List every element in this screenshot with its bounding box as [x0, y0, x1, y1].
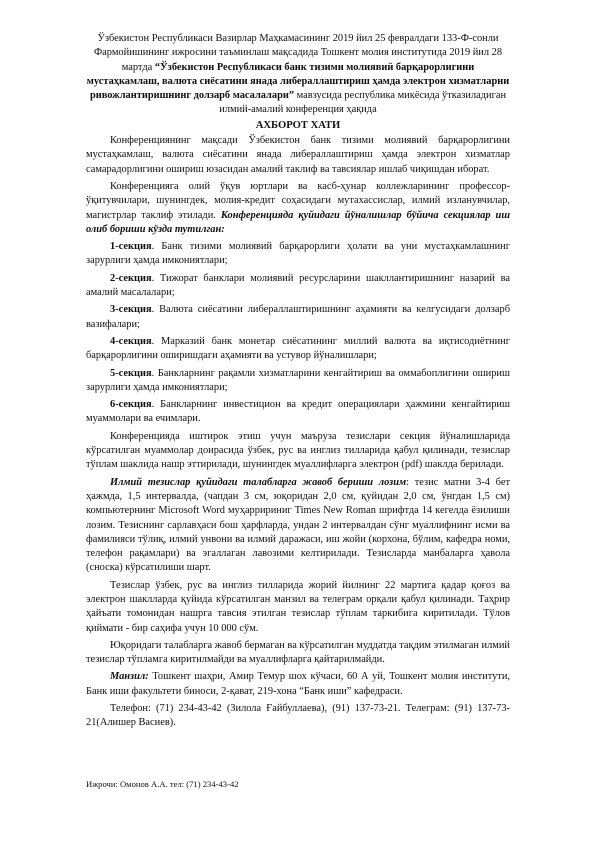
intro-line1: Ўзбекистон Республикаси Вазирлар Маҳкамасининг 2019 йил 25 февралдаги 133-Ф-сонли Фармойишининг ижросини таъминлаш мақсадида Тошкент молия институтида 2019 йил 28 мартда: [93, 33, 503, 73]
section-item: [86, 240, 510, 269]
paragraph-goal: Конференциянинг мақсади Ўзбекистон банк тизими молиявий барқарорлигини мустаҳкамлаш, валюта сиёсатини янада либераллаштириш ҳамда электрон хизматлар самарадорлигини ошириш юзасидан амалий таклиф ва тавсиялар ишлаб чиқишдан иборат.: [86, 135, 510, 175]
section-label: 2-секция: [110, 272, 152, 284]
paragraph-phone: Телефон: (71) 234-43-42 (Зилола Ғайбуллаева), (91) 137-73-21. Телеграм: (91) 137-73-21(Алишер Васиев).: [86, 703, 510, 729]
paragraph-invite: [86, 180, 510, 237]
section-text: . Тижорат банклари молиявий ресурсларини шакллантиришнинг назарий ва амалий масалалари;: [86, 272, 510, 299]
section-text: . Валюта сиёсатини либераллаштиришнинг аҳамияти ва келгусидаги долзарб вазифалари;: [86, 304, 510, 330]
letter-body: [86, 32, 510, 734]
section-label: 5-секция: [110, 367, 152, 379]
paragraph-deadline: Тезислар ўзбек, рус ва инглиз тилларида жорий йилнинг 22 мартига қадар қоғоз ва электрон шаклларда қуйида кўрсатилган манзил ва телеграм орқали қабул қилинади. Таҳрир ҳайъати томонидан нашрга тавсия этилган тезислар тўплам таркибига киритилади. Тўлов қиймати - бир саҳифа учун 10 000 сўм.: [86, 579, 510, 634]
section-text: . Марказий банк монетар сиёсатининг миллий валюта ва иқтисодиётнинг барқарорлигини оширишдаги аҳамияти ва устувор йўналишлари;: [86, 335, 510, 362]
paragraph-address: [86, 670, 510, 699]
conference-title: “Ўзбекистон Республикаси банк тизими молиявий барқарорлигини мустаҳкамлаш, валюта сиёсатини янада либераллаштириш ҳамда электрон хизматларни ривожлантиришнинг долзарб масалалари”: [86, 61, 510, 102]
page-title: АХБОРОТ ХАТИ: [255, 119, 341, 131]
paragraph-requirements: [86, 476, 510, 576]
address-text: Тошкент шаҳри, Амир Темур шох кўчаси, 60 А уй, Тошкент молия институти, Банк иши факультети биноси, 2-қават, 219-хона “Банк иши” кафедраси.: [86, 671, 510, 697]
section-label: 4-секция: [110, 335, 152, 347]
paragraph-reject: Юқоридаги талабларга жавоб бермаган ва кўрсатилган муддатда тақдим этилмаган илмий тезислар тўпламга киритилмайди ва муаллифларга қайтарилмайди.: [86, 639, 510, 666]
intro-heading: [86, 32, 510, 118]
section-text: . Банкларнинг инвестицион ва кредит операциялари ҳажмини кенгайтириш муаммолари ва ечимлари.: [86, 399, 510, 425]
paragraph-participation: Конференцияда иштирок этиш учун маъруза тезислари секция йўналишларида кўрсатилган муаммолар доирасида ўзбек, рус ва инглиз тилларида қабул қилинади, тезислар тўплам шаклида нашр эттирилади, шунингдек муаллифларга электрон (pdf) шаклда берилади.: [86, 430, 510, 471]
requirements-text: : тезис матни 3-4 бет ҳажмда, 1,5 интервалда, (чапдан 3 см, юқоридан 2,0 см, қуйидан 2,0 см, ўнгдан 1,5 см) компьютернинг Microsoft Word муҳарририниг Times New Roman шрифтда 14 кегелда ёзилиши лозим. Тезиснинг сарлавҳаси бош ҳарфларда, ундан 2 интервалдан сўнг муаллифнинг исми ва фамилияси тўлиқ, илмий унвони ва илмий даражаси, иш жойи (корхона, бўлим, кафедра номи, телефон рақамлари) ва эгаллаган лавозими келтирилади. Тезисларда манбаларга ҳавола (сноска) кўрсатилиши шарт.: [86, 476, 510, 574]
intro-line2: мавзусида республика микёсида ўтказиладиган илмий-амалий конференция ҳақида: [219, 90, 507, 116]
section-item: [86, 398, 510, 427]
invite-text: Конференцияга олий ўқув юртлари ва касб-ҳунар коллежларининг профессор-ўқитувчилари, шунингдек, молия-кредит соҳасидаги мутахассислар, илмий изланувчилар, магистрлар таклиф этилади.: [86, 180, 510, 221]
footer-executor: Ижрочи: Омонов А.А. тел: (71) 234-43-42: [86, 779, 239, 789]
section-label: 3-секция: [110, 304, 152, 316]
invite-emphasis: Конференцияда қуйидаги йўналишлар бўйича секциялар иш олиб бориши кўзда тутилган:: [86, 209, 510, 235]
address-label: Манзил:: [110, 671, 149, 683]
section-item: [86, 367, 510, 396]
section-text: . Банкларнинг рақамли хизматларини кенгайтириш ва оммабоплигини ошириш зарурлиги ҳамда имкониятлари;: [86, 367, 510, 393]
requirements-emphasis: Илмий тезислар қуйидаги талабларга жавоб бериши лозим: [110, 476, 407, 488]
section-item: [86, 272, 510, 301]
section-label: 1-секция: [110, 241, 152, 253]
section-item: [86, 303, 510, 332]
section-item: [86, 335, 510, 364]
section-text: . Банк тизими молиявий барқарорлиги ҳолати ва уни мустаҳкамлашнинг зарурлиги ҳамда имкониятлари;: [86, 241, 510, 267]
section-label: 6-секция: [110, 399, 152, 411]
